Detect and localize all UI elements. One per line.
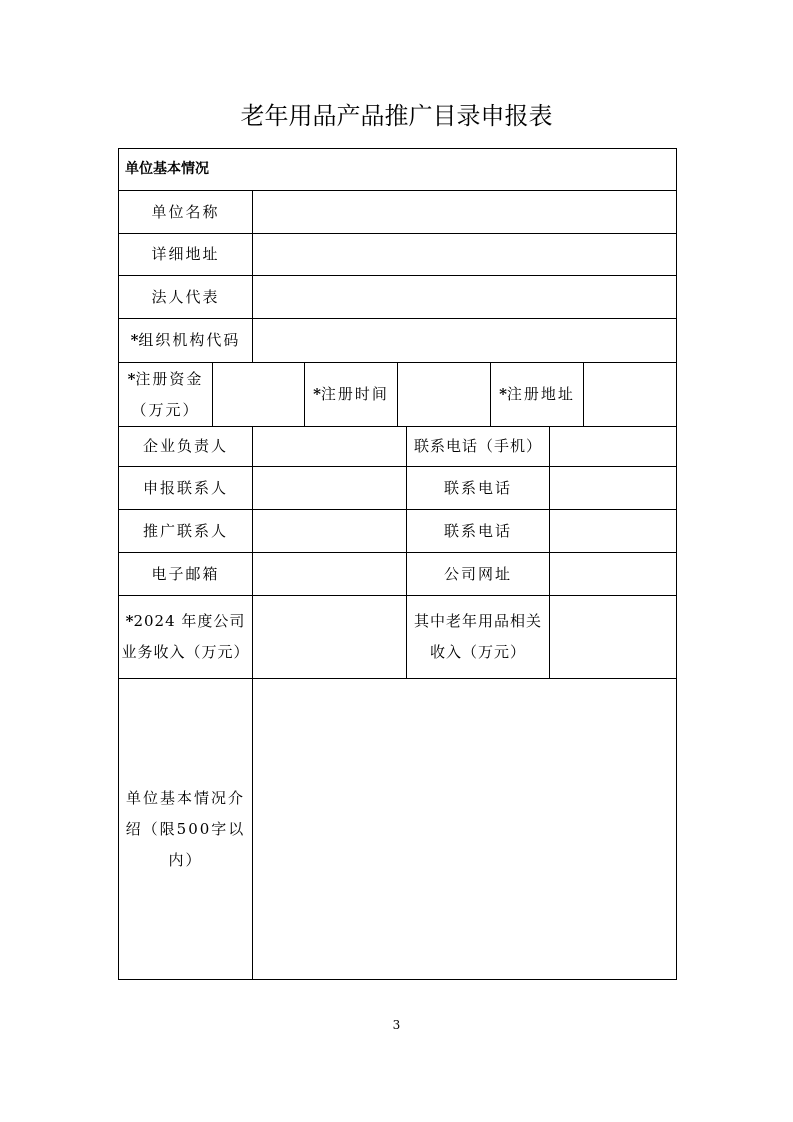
phone-input-1[interactable]	[550, 467, 676, 510]
form-title: 老年用品产品推广目录申报表	[240, 102, 553, 130]
phone-input-2[interactable]	[550, 510, 676, 553]
phone-label-1: 联系电话	[407, 467, 550, 510]
elderly-revenue-line-2: 收入（万元）	[429, 643, 526, 661]
revenue-line-1	[126, 606, 246, 637]
elderly-revenue-input[interactable]	[550, 596, 676, 679]
reg-capital-input[interactable]	[213, 363, 305, 427]
required-mark: *	[125, 612, 134, 630]
required-mark: *	[127, 369, 136, 388]
applicant-contact-label: 申报联系人	[119, 467, 253, 510]
elderly-revenue-label	[407, 596, 550, 679]
phone-label-2: 联系电话	[407, 510, 550, 553]
reg-address-label	[491, 363, 584, 427]
reg-capital-line-1	[128, 364, 204, 395]
reg-capital-label	[119, 363, 213, 427]
required-mark: *	[313, 385, 321, 403]
legal-rep-input[interactable]	[253, 276, 676, 319]
section-header: 单位基本情况	[119, 149, 676, 191]
reg-address-input[interactable]	[584, 363, 676, 427]
email-label: 电子邮箱	[119, 553, 253, 596]
unit-name-input[interactable]	[253, 191, 676, 234]
revenue-text: 2024 年度公司	[133, 612, 246, 630]
org-code-input[interactable]	[253, 319, 676, 363]
address-label: 详细地址	[119, 234, 253, 276]
org-code-label	[119, 319, 253, 363]
enterprise-head-label: 企业负责人	[119, 427, 253, 467]
application-form-table	[118, 148, 677, 980]
required-mark: *	[499, 385, 507, 403]
page-number: 3	[392, 1018, 401, 1032]
reg-address-text: 注册地址	[506, 385, 575, 403]
reg-capital-line-2: （万元）	[131, 400, 200, 419]
legal-rep-label: 法人代表	[119, 276, 253, 319]
unit-name-label: 单位名称	[119, 191, 253, 234]
reg-time-label	[305, 363, 398, 427]
promotion-contact-input[interactable]	[253, 510, 407, 553]
mobile-label: 联系电话（手机）	[407, 427, 550, 467]
intro-label	[119, 679, 253, 979]
applicant-contact-input[interactable]	[253, 467, 407, 510]
intro-line-3: 内）	[168, 850, 203, 869]
enterprise-head-input[interactable]	[253, 427, 407, 467]
intro-line-2: 绍（限500字以	[125, 819, 246, 838]
revenue-label	[119, 596, 253, 679]
website-label: 公司网址	[407, 553, 550, 596]
intro-line-1: 单位基本情况介	[125, 788, 245, 807]
elderly-revenue-line-1: 其中老年用品相关	[413, 612, 542, 630]
revenue-input[interactable]	[253, 596, 407, 679]
website-input[interactable]	[550, 553, 676, 596]
reg-time-input[interactable]	[398, 363, 491, 427]
email-input[interactable]	[253, 553, 407, 596]
intro-textarea[interactable]	[253, 679, 676, 979]
promotion-contact-label: 推广联系人	[119, 510, 253, 553]
revenue-line-2: 业务收入（万元）	[121, 643, 250, 661]
required-mark: *	[130, 331, 139, 349]
org-code-text: 组织机构代码	[138, 331, 241, 349]
address-input[interactable]	[253, 234, 676, 276]
reg-capital-text: 注册资金	[135, 369, 204, 388]
mobile-input[interactable]	[550, 427, 676, 467]
reg-time-text: 注册时间	[320, 385, 389, 403]
